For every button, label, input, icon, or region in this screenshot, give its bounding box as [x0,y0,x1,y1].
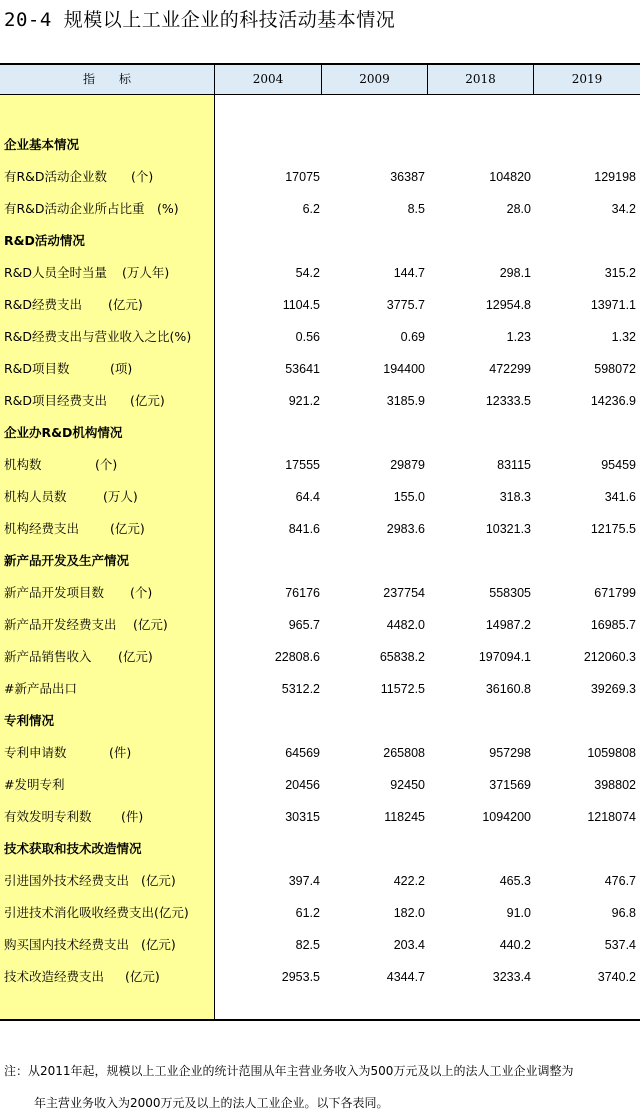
table-row [0,385,640,417]
cell-value: 398802 [594,778,636,792]
cell-value: 397.4 [288,874,320,888]
cell-value: 20456 [285,778,320,792]
cell-value: 11572.5 [380,682,425,696]
cell-value: 34.2 [611,202,636,216]
page-title [4,6,395,34]
table-row [0,897,640,929]
cell-value: 12175.5 [590,522,636,536]
section-row [0,705,640,737]
cell-value: 14236.9 [590,394,636,408]
cell-value: 104820 [489,170,531,184]
cell-value: 0.69 [400,330,425,344]
row-label: 购买国内技术经费支出 [4,937,130,952]
header-year-2019: 2019 [571,72,603,86]
cell-value: 0.56 [295,330,320,344]
section-row [0,417,640,449]
cell-value: 265808 [383,746,425,760]
cell-value: 12333.5 [485,394,531,408]
table-row [0,673,640,705]
cell-value: 2983.6 [386,522,425,536]
row-label: R&D经费支出与营业收入之比(%) [4,329,192,344]
cell-value: 465.3 [499,874,531,888]
cell-value: 61.2 [295,906,320,920]
cell-value: 472299 [489,362,531,376]
cell-value: 14987.2 [485,618,531,632]
row-unit: (万人年) [122,265,170,280]
cell-value: 598072 [594,362,636,376]
cell-value: 1059808 [587,746,636,760]
cell-value: 965.7 [288,618,320,632]
section-label: 企业办R&D机构情况 [4,425,123,440]
cell-value: 1104.5 [282,298,320,312]
table-row [0,801,640,833]
row-label: R&D项目数 [4,361,70,376]
cell-value: 476.7 [604,874,636,888]
cell-value: 64569 [285,746,320,760]
table-row [0,513,640,545]
table-row [0,609,640,641]
table-number: 20-4 [4,9,52,31]
row-unit: (%) [157,201,179,216]
table-row [0,161,640,193]
cell-value: 129198 [594,170,636,184]
table-row [0,641,640,673]
cell-value: 422.2 [393,874,425,888]
table-title: 规模以上工业企业的科技活动基本情况 [63,9,396,31]
cell-value: 28.0 [506,202,531,216]
row-unit: (件) [121,809,144,824]
cell-value: 3185.9 [386,394,425,408]
cell-value: 144.7 [393,266,425,280]
row-unit: (亿元) [141,873,176,888]
row-unit: (个) [95,457,118,472]
cell-value: 92450 [390,778,425,792]
cell-value: 39269.3 [590,682,636,696]
row-label: 有R&D活动企业数 [4,169,108,184]
section-row [0,545,640,577]
cell-value: 83115 [497,458,531,472]
cell-value: 315.2 [604,266,636,280]
row-unit: (个) [130,585,153,600]
cell-value: 64.4 [295,490,320,504]
cell-value: 318.3 [499,490,531,504]
section-label: R&D活动情况 [4,233,85,248]
table-row [0,321,640,353]
cell-value: 65838.2 [379,650,425,664]
cell-value: 17075 [285,170,320,184]
footnote-line-1: 注：从2011年起，规模以上工业企业的统计范围从年主营业务收入为500万元及以上的法人工业企业调整为 [4,1064,574,1078]
cell-value: 203.4 [393,938,425,952]
cell-value: 82.5 [295,938,320,952]
section-label: 新产品开发及生产情况 [4,553,130,568]
cell-value: 537.4 [604,938,636,952]
row-unit: (亿元) [118,649,153,664]
cell-value: 182.0 [393,906,425,920]
cell-value: 921.2 [288,394,320,408]
row-label: 新产品开发经费支出 [4,617,117,632]
cell-value: 194400 [383,362,425,376]
row-unit: (万人) [103,489,138,504]
cell-value: 36387 [390,170,425,184]
cell-value: 3233.4 [492,970,531,984]
section-row [0,225,640,257]
cell-value: 95459 [601,458,636,472]
table-row [0,737,640,769]
cell-value: 3740.2 [597,970,636,984]
cell-value: 6.2 [302,202,320,216]
cell-value: 440.2 [499,938,531,952]
table-row [0,353,640,385]
section-label: 技术获取和技术改造情况 [4,841,142,856]
section-label: 企业基本情况 [4,137,80,152]
cell-value: 298.1 [499,266,531,280]
table-row [0,961,640,993]
cell-value: 4482.0 [386,618,425,632]
section-row [0,833,640,865]
row-label: 专利申请数 [4,745,67,760]
cell-value: 96.8 [611,906,636,920]
row-unit: (件) [109,745,132,760]
row-unit: (亿元) [130,393,165,408]
cell-value: 22808.6 [274,650,320,664]
cell-value: 10321.3 [485,522,531,536]
cell-value: 4344.7 [386,970,425,984]
table-row [0,577,640,609]
row-label: #新产品出口 [4,681,77,696]
cell-value: 17555 [285,458,320,472]
cell-value: 212060.3 [583,650,636,664]
cell-value: 3775.7 [386,298,425,312]
cell-value: 671799 [594,586,636,600]
cell-value: 237754 [383,586,425,600]
row-label: R&D人员全时当量 [4,265,108,280]
header-year-2004: 2004 [215,65,322,94]
row-unit: (亿元) [125,969,160,984]
cell-value: 76176 [285,586,320,600]
section-row [0,129,640,161]
table-row [0,769,640,801]
table-header [0,65,640,95]
table-row [0,865,640,897]
table-row [0,193,640,225]
row-label: 有效发明专利数 [4,809,92,824]
row-label: 机构人员数 [4,489,67,504]
header-year-2009: 2009 [322,65,428,94]
row-label: 引进国外技术经费支出 [4,873,130,888]
row-unit: (亿元) [110,521,145,536]
cell-value: 155.0 [393,490,425,504]
row-unit: (亿元) [108,297,143,312]
section-label: 专利情况 [4,713,55,728]
row-unit: (个) [131,169,154,184]
cell-value: 957298 [489,746,531,760]
cell-value: 8.5 [407,202,425,216]
cell-value: 341.6 [604,490,636,504]
footnote-line-2: 年主营业务收入为2000万元及以上的法人工业企业。以下各表同。 [34,1096,389,1110]
row-label: 引进技术消化吸收经费支出(亿元) [4,905,189,920]
cell-value: 36160.8 [485,682,531,696]
table-row [0,481,640,513]
cell-value: 841.6 [288,522,320,536]
row-label: R&D项目经费支出 [4,393,108,408]
cell-value: 1.23 [506,330,531,344]
row-unit: (亿元) [133,617,168,632]
cell-value: 16985.7 [590,618,636,632]
header-year-2018: 2018 [428,65,534,94]
row-label: R&D经费支出 [4,297,83,312]
cell-value: 2953.5 [281,970,320,984]
table-row [0,449,640,481]
row-unit: (亿元) [141,937,176,952]
row-label: 新产品销售收入 [4,649,92,664]
table-row [0,289,640,321]
cell-value: 12954.8 [485,298,531,312]
cell-value: 54.2 [295,266,320,280]
table-row [0,929,640,961]
cell-value: 1094200 [482,810,531,824]
cell-value: 91.0 [506,906,531,920]
row-label: 有R&D活动企业所占比重 [4,201,145,216]
cell-value: 13971.1 [590,298,636,312]
cell-value: 118245 [384,810,425,824]
header-indicator: 指 标 [0,65,215,94]
row-label: 新产品开发项目数 [4,585,105,600]
row-label: 机构数 [4,457,42,472]
table-row [0,257,640,289]
cell-value: 371569 [489,778,531,792]
cell-value: 197094.1 [478,650,531,664]
row-label: 技术改造经费支出 [4,969,105,984]
cell-value: 5312.2 [281,682,320,696]
cell-value: 1.32 [611,330,636,344]
row-unit: (项) [110,361,133,376]
cell-value: 558305 [489,586,531,600]
cell-value: 30315 [285,810,320,824]
row-label: #发明专利 [4,777,65,792]
row-label: 机构经费支出 [4,521,80,536]
cell-value: 1218074 [587,810,636,824]
cell-value: 29879 [390,458,425,472]
cell-value: 53641 [285,362,320,376]
stats-table [0,63,640,1021]
